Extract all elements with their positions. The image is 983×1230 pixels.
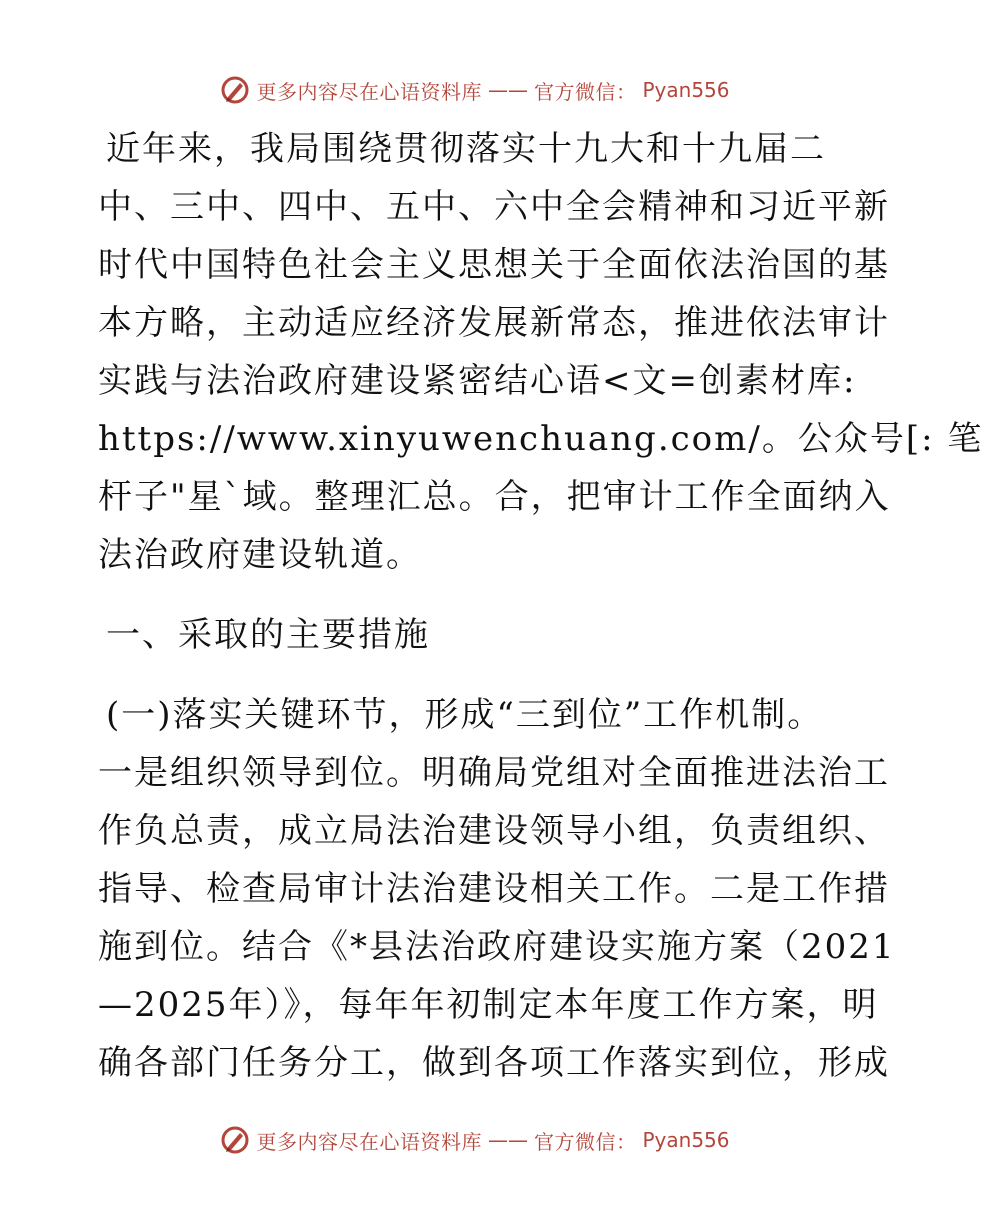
pen-logo-icon	[220, 1125, 250, 1155]
text-line: 近年来，我局围绕贯彻落实十九大和十九届二	[106, 129, 826, 169]
text-line: https://www.xinyuwenchuang.com/。公众号[: 笔	[98, 419, 983, 459]
watermark-separator: ——	[487, 78, 528, 102]
watermark-wechat-label: 官方微信：	[533, 1129, 637, 1154]
text-line: 本方略，主动适应经济发展新常态，推进依法审计	[98, 303, 890, 343]
text-line: 中、三中、四中、五中、六中全会精神和习近平新	[98, 187, 890, 227]
watermark-header	[0, 70, 950, 110]
watermark-wechat-id: Pyan556	[642, 78, 730, 102]
measures-paragraph	[98, 686, 896, 1092]
text-line: 实践与法治政府建设紧密结心语<文=创素材库:	[98, 361, 857, 401]
section-heading: 一、采取的主要措施	[106, 615, 430, 655]
text-line: —2025年）》，每年年初制定本年度工作方案，明	[98, 985, 879, 1025]
text-line: 时代中国特色社会主义思想关于全面依法治国的基	[98, 245, 890, 285]
watermark-wechat-id: Pyan556	[642, 1128, 730, 1152]
intro-paragraph	[98, 120, 983, 584]
document-body	[98, 120, 983, 1092]
watermark-main-text: 更多内容尽在心语资料库	[256, 1129, 482, 1154]
text-line: 杆子"星`域。整理汇总。合，把审计工作全面纳入	[98, 477, 891, 517]
pen-logo-icon	[220, 75, 250, 105]
text-line: (一)落实关键环节，形成“三到位”工作机制。	[106, 695, 824, 735]
watermark-separator: ——	[487, 1128, 528, 1152]
watermark-main-text: 更多内容尽在心语资料库	[256, 79, 482, 104]
watermark-wechat-label: 官方微信：	[533, 79, 637, 104]
text-line: 确各部门任务分工，做到各项工作落实到位，形成	[98, 1043, 890, 1083]
text-line: 指导、检查局审计法治建设相关工作。二是工作措	[98, 869, 890, 909]
text-line: 法治政府建设轨道。	[98, 535, 422, 575]
text-line: 施到位。结合《*县法治政府建设实施方案（2021	[98, 927, 896, 967]
text-line: 一是组织领导到位。明确局党组对全面推进法治工	[98, 753, 890, 793]
text-line: 作负总责，成立局法治建设领导小组，负责组织、	[98, 811, 890, 851]
watermark-footer	[0, 1120, 950, 1160]
